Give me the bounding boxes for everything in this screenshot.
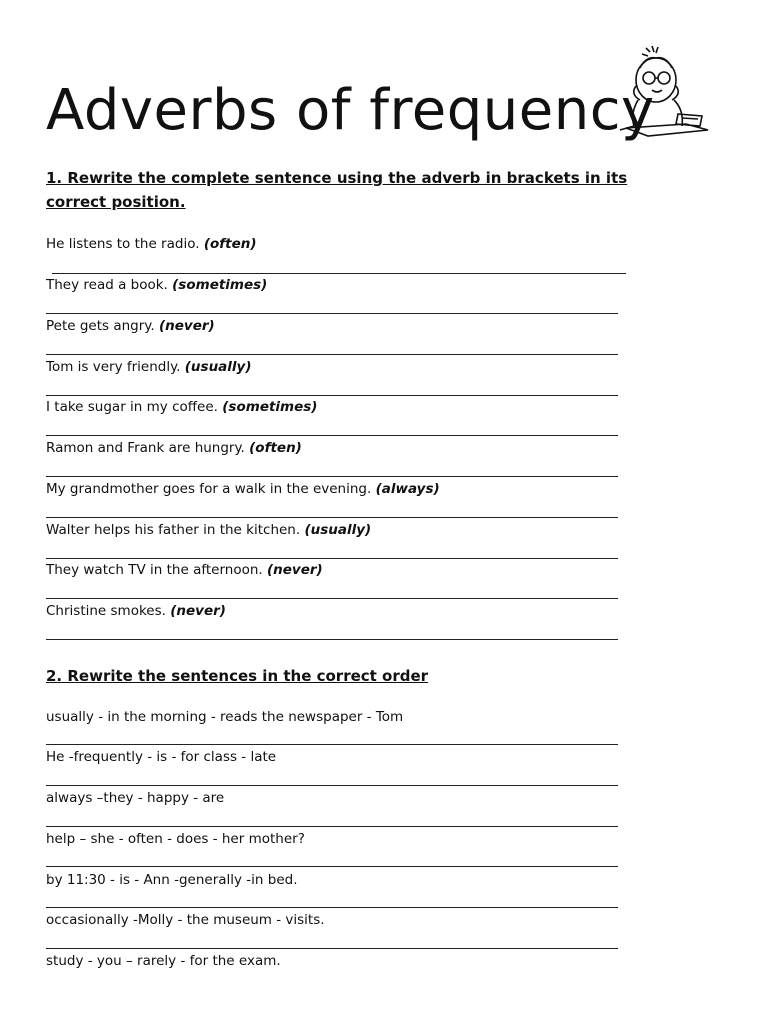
list-item: He -frequently - is - for class - late bbox=[46, 749, 277, 765]
adverb-hint: (often) bbox=[249, 440, 302, 456]
list-item bbox=[46, 481, 440, 497]
list-item: always –they - happy - are bbox=[46, 790, 225, 806]
section1-heading: 1. Rewrite the complete sentence using the adverb in brackets in its correct position. bbox=[46, 169, 628, 211]
sentence-text: I take sugar in my coffee. bbox=[46, 399, 223, 415]
section2-heading: 2. Rewrite the sentences in the correct order bbox=[46, 667, 429, 685]
student-cartoon-icon bbox=[612, 42, 716, 138]
answer-line[interactable] bbox=[46, 395, 618, 396]
sentence-text: Christine smokes. bbox=[46, 603, 171, 619]
list-item bbox=[46, 522, 371, 538]
answer-line[interactable] bbox=[46, 826, 618, 827]
answer-line[interactable] bbox=[46, 948, 618, 949]
adverb-hint: (never) bbox=[170, 603, 226, 619]
adverb-hint: (always) bbox=[375, 481, 440, 497]
answer-line[interactable] bbox=[46, 907, 618, 908]
sentence-text: Walter helps his father in the kitchen. bbox=[46, 522, 305, 538]
list-item bbox=[46, 359, 252, 375]
list-item: help – she - often - does - her mother? bbox=[46, 831, 305, 847]
list-item bbox=[46, 277, 267, 293]
adverb-hint: (sometimes) bbox=[172, 277, 268, 293]
adverb-hint: (often) bbox=[203, 236, 257, 252]
list-item: usually - in the morning - reads the newspaper - Tom bbox=[46, 709, 404, 725]
answer-line[interactable] bbox=[46, 517, 618, 518]
answer-line[interactable] bbox=[46, 866, 618, 867]
sentence-text: Pete gets angry. bbox=[46, 318, 159, 334]
adverb-hint: (never) bbox=[267, 562, 323, 578]
page-title: Adverbs of frequency bbox=[46, 78, 655, 143]
sentence-text: They read a book. bbox=[46, 277, 173, 293]
adverb-hint: (usually) bbox=[304, 522, 372, 538]
answer-line[interactable] bbox=[52, 273, 626, 274]
adverb-hint: (never) bbox=[158, 318, 215, 334]
list-item bbox=[46, 603, 226, 619]
answer-line[interactable] bbox=[46, 313, 618, 314]
answer-line[interactable] bbox=[46, 476, 618, 477]
list-item bbox=[46, 562, 323, 578]
adverb-hint: (sometimes) bbox=[222, 399, 318, 415]
list-item: study - you – rarely - for the exam. bbox=[46, 953, 281, 969]
answer-line[interactable] bbox=[46, 639, 618, 640]
answer-line[interactable] bbox=[46, 598, 618, 599]
answer-line[interactable] bbox=[46, 354, 618, 355]
list-item bbox=[46, 399, 317, 415]
answer-line[interactable] bbox=[46, 558, 618, 559]
sentence-text: Ramon and Frank are hungry. bbox=[46, 440, 250, 456]
list-item bbox=[46, 236, 257, 252]
sentence-text: Tom is very friendly. bbox=[46, 359, 185, 375]
answer-line[interactable] bbox=[46, 744, 618, 745]
answer-line[interactable] bbox=[46, 785, 618, 786]
sentence-text: He listens to the radio. bbox=[46, 236, 204, 252]
adverb-hint: (usually) bbox=[184, 359, 252, 375]
list-item: by 11:30 - is - Ann -generally -in bed. bbox=[46, 872, 298, 888]
sentence-text: My grandmother goes for a walk in the evening. bbox=[46, 481, 376, 497]
sentence-text: They watch TV in the afternoon. bbox=[46, 562, 267, 578]
list-item: occasionally -Molly - the museum - visits. bbox=[46, 912, 325, 928]
answer-line[interactable] bbox=[46, 435, 618, 436]
list-item bbox=[46, 440, 302, 456]
list-item bbox=[46, 318, 215, 334]
